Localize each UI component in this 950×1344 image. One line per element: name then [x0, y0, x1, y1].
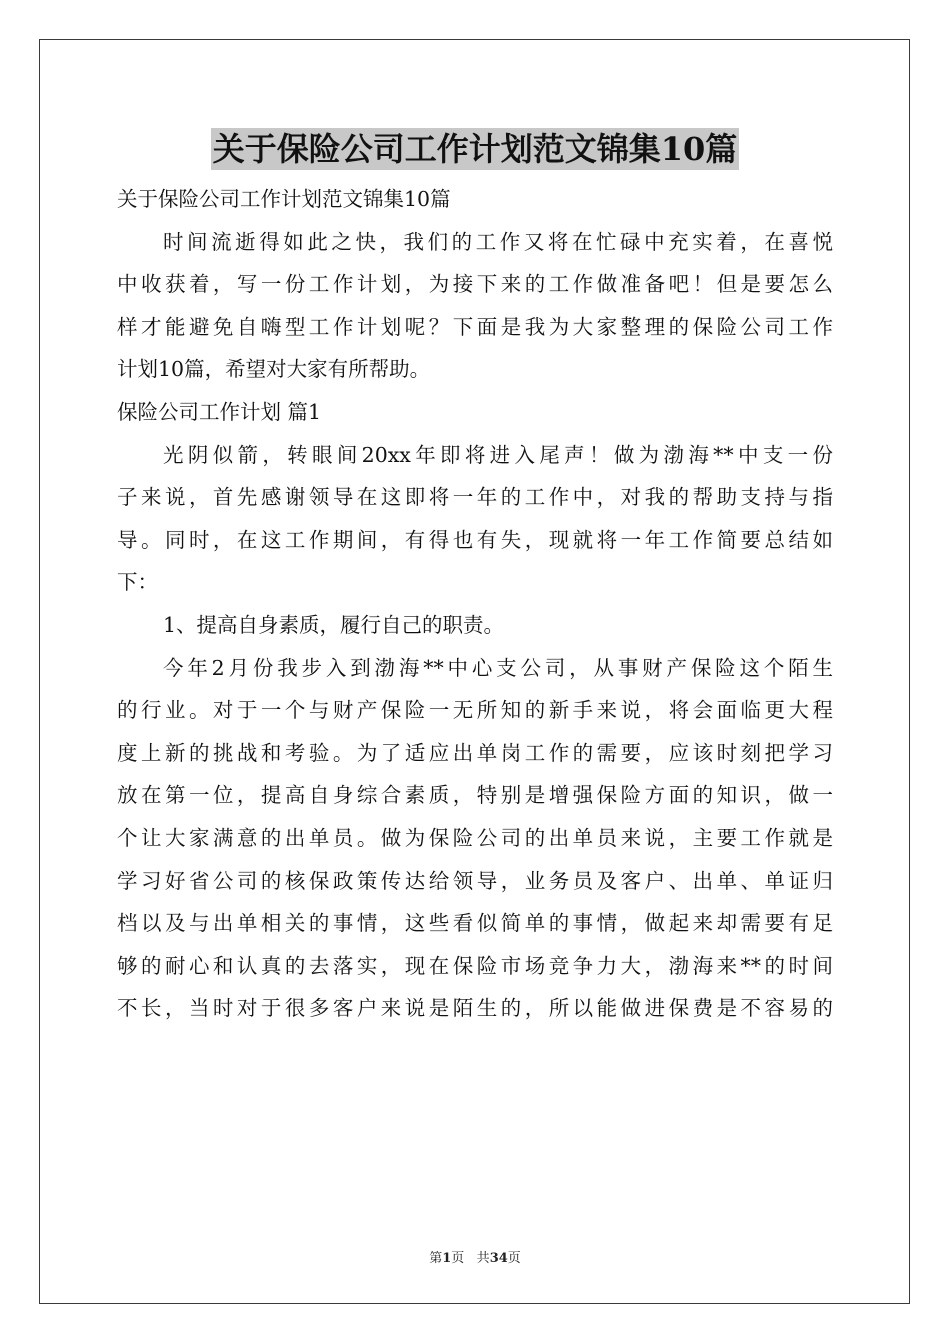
- text-line: 的行业。对于一个与财产保险一无所知的新手来说，将会面临更大程: [117, 698, 833, 723]
- footer-total-suffix: 页: [507, 1251, 521, 1266]
- footer-total-pages: 34: [489, 1251, 508, 1266]
- text-line: 样才能避免自嗨型工作计划呢？下面是我为大家整理的保险公司工作: [117, 314, 833, 339]
- footer-page-number: 1: [442, 1251, 452, 1266]
- text-line: 档以及与出单相关的事情，这些看似简单的事情，做起来却需要有足: [117, 911, 833, 936]
- text-line: 学习好省公司的核保政策传达给领导，业务员及客户、出单、单证归: [117, 868, 833, 893]
- footer-page-suffix: 页: [451, 1251, 465, 1266]
- document-title: [0, 128, 950, 170]
- text-line: 子来说，首先感谢领导在这即将一年的工作中，对我的帮助支持与指: [117, 485, 833, 510]
- text-line: 保险公司工作计划 篇1: [117, 399, 322, 424]
- text-line: 时间流逝得如此之快，我们的工作又将在忙碌中充实着，在喜悦: [163, 229, 833, 254]
- text-line: 光阴似箭，转眼间20xx年即将进入尾声！做为渤海**中支一份: [163, 442, 833, 467]
- text-line: 不长，当时对于很多客户来说是陌生的，所以能做进保费是不容易的: [117, 996, 833, 1021]
- text-line: 1、提高自身素质，履行自己的职责。: [163, 612, 505, 637]
- footer-total-prefix: 共: [476, 1251, 490, 1266]
- text-line: 关于保险公司工作计划范文锦集10篇: [117, 187, 451, 211]
- document-body: [117, 178, 833, 1030]
- page-footer: [0, 1247, 950, 1266]
- text-line: 个让大家满意的出单员。做为保险公司的出单员来说，主要工作就是: [117, 825, 833, 850]
- text-line: 导。同时，在这工作期间，有得也有失，现就将一年工作简要总结如: [117, 527, 833, 552]
- document-title-text: 关于保险公司工作计划范文锦集10篇: [212, 130, 738, 168]
- text-line: 够的耐心和认真的去落实，现在保险市场竞争力大，渤海来**的时间: [117, 953, 833, 978]
- text-line: 中收获着，写一份工作计划，为接下来的工作做准备吧！但是要怎么: [117, 272, 833, 297]
- text-line: 今年2月份我步入到渤海**中心支公司，从事财产保险这个陌生: [163, 655, 833, 680]
- footer-prefix: 第: [429, 1251, 443, 1266]
- text-line: 下：: [117, 570, 158, 595]
- text-line: 度上新的挑战和考验。为了适应出单岗工作的需要，应该时刻把学习: [117, 740, 833, 765]
- text-line: 计划10篇，希望对大家有所帮助。: [117, 357, 431, 382]
- text-line: 放在第一位，提高自身综合素质，特别是增强保险方面的知识，做一: [117, 783, 833, 808]
